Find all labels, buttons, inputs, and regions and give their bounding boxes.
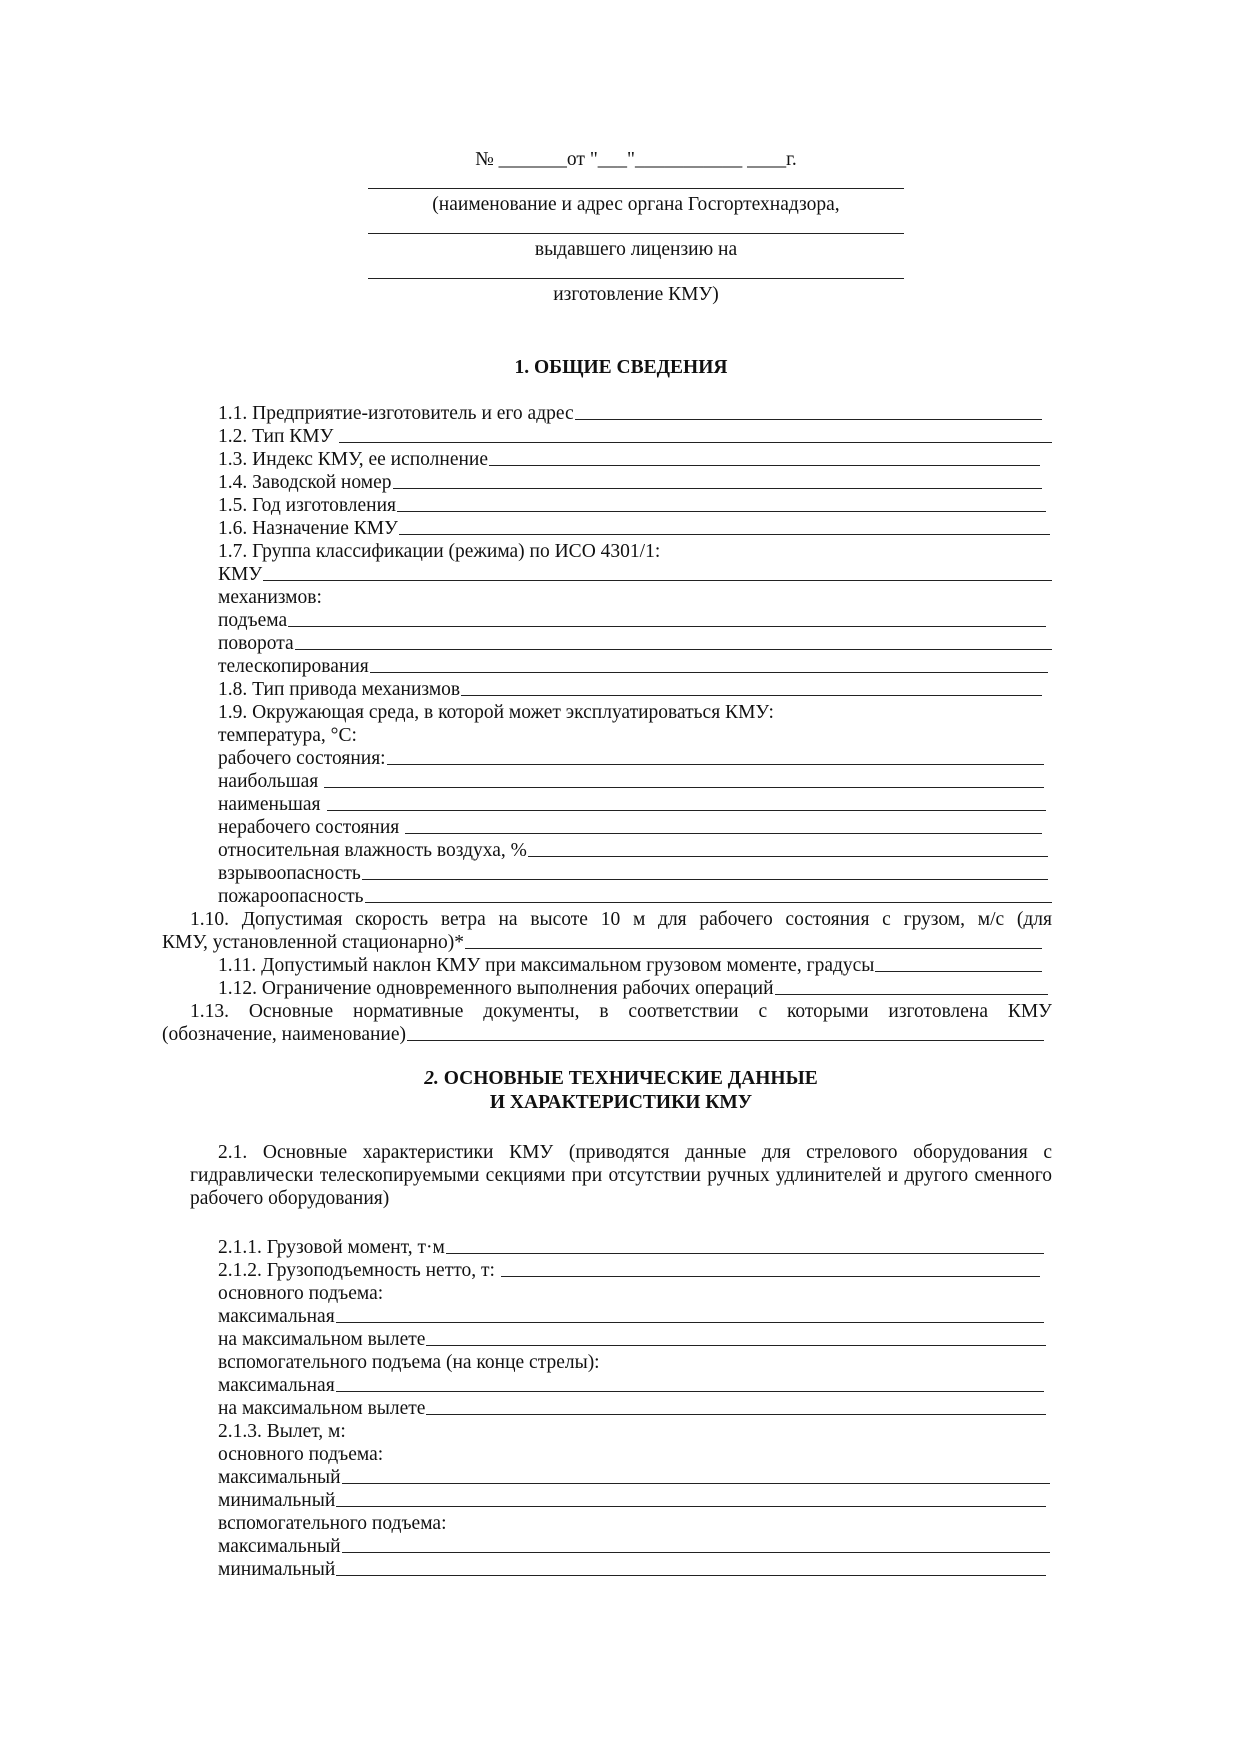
field-temp-min-blank[interactable] [327,809,1047,811]
field-class-telescoping-blank[interactable] [370,671,1048,673]
document-header [368,148,904,306]
field-humidity: относительная влажность воздуха, % [190,839,1052,862]
label-mechanisms: механизмов: [218,587,322,608]
field-year: 1.5. Год изготовления [190,494,1052,517]
field-humidity-blank[interactable] [528,855,1048,857]
field-drive-type: 1.8. Тип привода механизмов [190,678,1052,701]
field-purpose-blank[interactable] [399,533,1050,535]
field-net-capacity-blank[interactable] [501,1275,1040,1277]
field-aux-capacity-max-blank[interactable] [336,1390,1044,1392]
field-explosion-hazard-blank[interactable] [362,878,1048,880]
field-tilt-blank[interactable] [875,970,1042,972]
field-aux-reach-max: максимальный [190,1535,1052,1558]
field-class-telescoping: телескопирования [190,655,1052,678]
field-load-moment-blank[interactable] [446,1252,1044,1254]
field-class-lifting-blank[interactable] [288,625,1046,627]
field-main-reach-min-blank[interactable] [336,1505,1046,1507]
section-1-body [162,402,1052,1046]
field-class-kmu-blank[interactable] [263,579,1052,581]
field-nonworking-state-blank[interactable] [405,832,1042,834]
section-2-body [190,1236,1052,1581]
field-working-state-blank[interactable] [387,763,1044,765]
org-blank-line-2[interactable] [368,216,904,238]
section-2-number: 2. [424,1068,439,1089]
field-main-capacity-max-reach-blank[interactable] [426,1344,1046,1346]
section-2-title-line-1: ОСНОВНЫЕ ТЕХНИЧЕСКИЕ ДАННЫЕ [443,1068,818,1089]
field-aux-capacity-max-reach: на максимальном вылете [190,1397,1052,1420]
field-manufacturer-blank[interactable] [575,418,1042,420]
field-explosion-hazard: взрывоопасность [190,862,1052,885]
field-temp-max-blank[interactable] [324,786,1044,788]
field-drive-type-blank[interactable] [461,694,1042,696]
item-1-10-text: 1.10. Допустимая скорость ветра на высоте 10 м для рабочего состояния с грузом, м/с (для [190,909,1052,930]
org-caption-3: изготовление КМУ) [553,284,719,305]
field-main-capacity-max-reach: на максимальном вылете [190,1328,1052,1351]
label-aux-hoist-reach: вспомогательного подъема: [218,1513,447,1534]
org-caption-1: (наименование и адрес органа Госгортехнадзора, [432,194,840,215]
field-operations-limit-blank[interactable] [775,993,1048,995]
field-nonworking-state: нерабочего состояния [190,816,1052,839]
section-2-title-line-2: И ХАРАКТЕРИСТИКИ КМУ [489,1092,753,1113]
field-aux-capacity-max: максимальная [190,1374,1052,1397]
field-kmu-type-blank[interactable] [339,441,1052,443]
org-caption-2: выдавшего лицензию на [534,239,738,260]
field-kmu-type: 1.2. Тип КМУ [190,425,1052,448]
field-aux-reach-min: минимальный [190,1558,1052,1581]
field-classification-group: 1.7. Группа классификации (режима) по ИСО 4301/1: [218,541,661,562]
field-temp-max: наибольшая [190,770,1052,793]
field-normative-docs-blank[interactable] [407,1039,1044,1041]
field-purpose: 1.6. Назначение КМУ [190,517,1052,540]
field-year-blank[interactable] [397,510,1046,512]
field-net-capacity: 2.1.2. Грузоподъемность нетто, т: [190,1259,1052,1282]
field-tilt: 1.11. Допустимый наклон КМУ при максимальном грузовом моменте, градусы [190,954,1052,977]
field-aux-reach-min-blank[interactable] [336,1574,1046,1576]
item-1-13-text: 1.13. Основные нормативные документы, в соответствии с которыми изготовлена КМУ [190,1001,1052,1022]
field-manufacturer: 1.1. Предприятие-изготовитель и его адрес [190,402,1052,425]
field-wind-speed-blank[interactable] [465,947,1042,949]
label-main-hoist-reach: основного подъема: [218,1444,384,1465]
field-class-kmu: КМУ [190,563,1052,586]
field-aux-capacity-max-reach-blank[interactable] [426,1413,1046,1415]
field-operations-limit: 1.12. Ограничение одновременного выполнения рабочих операций [190,977,1052,1000]
label-aux-hoist: вспомогательного подъема (на конце стрелы): [218,1352,600,1373]
field-main-capacity-max-blank[interactable] [336,1321,1044,1323]
field-class-slewing: поворота [190,632,1052,655]
label-temperature: температура, °С: [218,725,357,746]
field-main-capacity-max: максимальная [190,1305,1052,1328]
document-number-line: № _______от "___"___________ ____г. [475,149,797,170]
field-class-slewing-blank[interactable] [295,648,1052,650]
section-2-intro-text: 2.1. Основные характеристики КМУ (приводятся данные для стрелового оборудования с гидравлически телескопируемыми секциями при отсутствии ручных удлинителей и другого сменного рабочего оборудования) [190,1142,1052,1209]
field-working-state: рабочего состояния: [190,747,1052,770]
org-blank-line-1[interactable] [368,171,904,193]
field-wind-speed: КМУ, установленной стационарно)* [162,931,1052,954]
field-fire-hazard-blank[interactable] [365,901,1052,903]
section-2-title [190,1067,1052,1115]
section-1-title: 1. ОБЩИЕ СВЕДЕНИЯ [514,357,728,378]
field-temp-min: наименьшая [190,793,1052,816]
label-main-hoist: основного подъема: [218,1283,384,1304]
field-serial-number-blank[interactable] [393,487,1043,489]
field-kmu-index: 1.3. Индекс КМУ, ее исполнение [190,448,1052,471]
section-2-intro [190,1141,1052,1210]
field-main-reach-max: максимальный [190,1466,1052,1489]
field-serial-number: 1.4. Заводской номер [190,471,1052,494]
field-kmu-index-blank[interactable] [489,464,1040,466]
label-reach: 2.1.3. Вылет, м: [218,1421,346,1442]
label-environment: 1.9. Окружающая среда, в которой может эксплуатироваться КМУ: [218,702,774,723]
field-fire-hazard: пожароопасность [190,885,1052,908]
field-main-reach-max-blank[interactable] [342,1482,1050,1484]
field-normative-docs: (обозначение, наименование) [162,1023,1052,1046]
org-blank-line-3[interactable] [368,261,904,283]
field-aux-reach-max-blank[interactable] [342,1551,1050,1553]
field-class-lifting: подъема [190,609,1052,632]
field-load-moment: 2.1.1. Грузовой момент, т·м [190,1236,1052,1259]
field-main-reach-min: минимальный [190,1489,1052,1512]
